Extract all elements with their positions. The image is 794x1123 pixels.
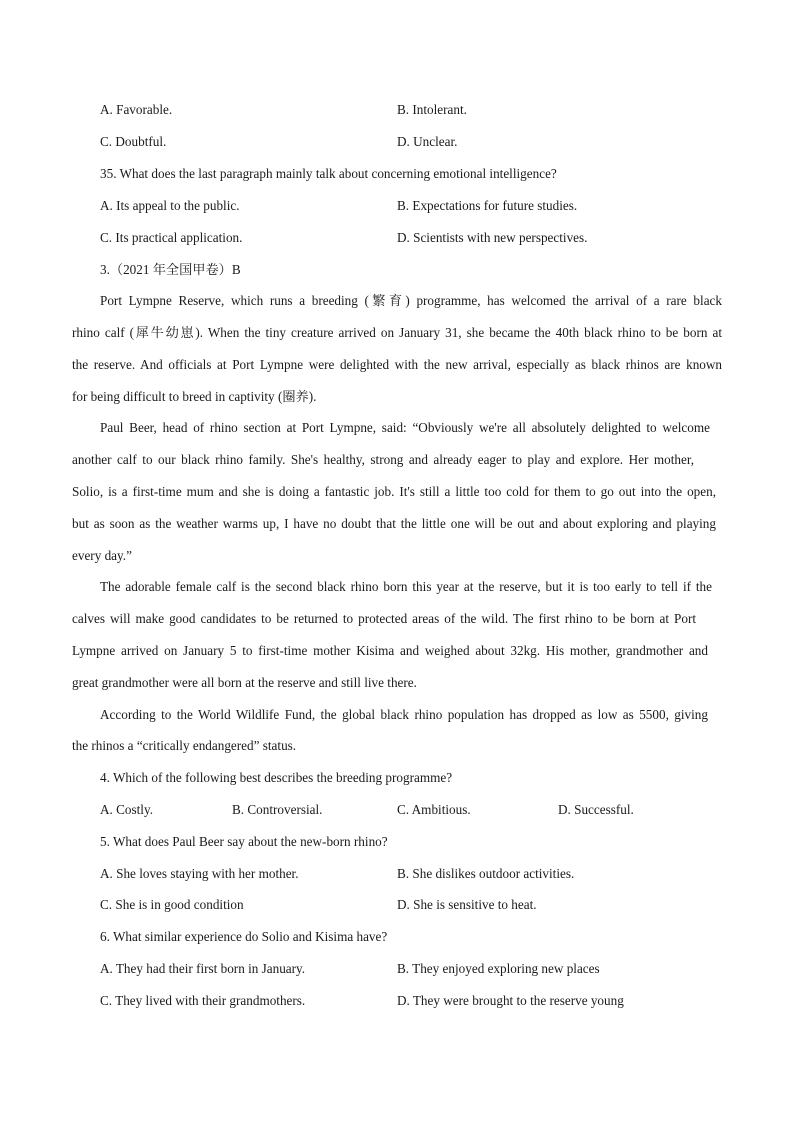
q5-option-b: B. She dislikes outdoor activities. bbox=[397, 866, 575, 881]
passage-line: for being difficult to breed in captivity (圈养). bbox=[72, 389, 317, 404]
q34-option-b: B. Intolerant. bbox=[397, 102, 467, 117]
q4-option-c: C. Ambitious. bbox=[397, 802, 471, 817]
passage-line: the rhinos a “critically endangered” status. bbox=[72, 738, 297, 753]
passage-line: another calf to our black rhino family. She's healthy, strong and already eager to play and explore. Her mother, bbox=[72, 452, 694, 467]
q5-option-c: C. She is in good condition bbox=[100, 897, 244, 912]
q6-option-a: A. They had their first born in January. bbox=[100, 961, 306, 976]
passage-line: but as soon as the weather warms up, I have no doubt that the little one will be out and about exploring and playing bbox=[72, 516, 716, 531]
passage-line: every day.” bbox=[72, 548, 132, 563]
q5-option-d: D. She is sensitive to heat. bbox=[397, 897, 537, 912]
q35-option-a: A. Its appeal to the public. bbox=[100, 198, 240, 213]
q34-option-c: C. Doubtful. bbox=[100, 134, 167, 149]
q6-stem: 6. What similar experience do Solio and Kisima have? bbox=[100, 929, 388, 944]
q6-option-d: D. They were brought to the reserve young bbox=[397, 993, 624, 1008]
q4-option-d: D. Successful. bbox=[558, 802, 634, 817]
q35-option-c: C. Its practical application. bbox=[100, 230, 243, 245]
q35-option-d: D. Scientists with new perspectives. bbox=[397, 230, 588, 245]
q6-option-c: C. They lived with their grandmothers. bbox=[100, 993, 306, 1008]
q35-option-b: B. Expectations for future studies. bbox=[397, 198, 578, 213]
passage-line: Port Lympne Reserve, which runs a breeding (繁育) programme, has welcomed the arrival of a rare black bbox=[100, 293, 722, 308]
q4-option-b: B. Controversial. bbox=[232, 802, 323, 817]
section-heading: 3.（2021 年全国甲卷）B bbox=[100, 262, 241, 277]
passage-line: Paul Beer, head of rhino section at Port Lympne, said: “Obviously we're all absolutely delighted to welcome bbox=[100, 420, 710, 435]
q5-stem: 5. What does Paul Beer say about the new-born rhino? bbox=[100, 834, 388, 849]
passage-line: The adorable female calf is the second black rhino born this year at the reserve, but it is too early to tell if the bbox=[100, 579, 712, 594]
q4-option-a: A. Costly. bbox=[100, 802, 154, 817]
passage-line: Lympne arrived on January 5 to first-time mother Kisima and weighed about 32kg. His mother, grandmother and bbox=[72, 643, 708, 658]
q4-stem: 4. Which of the following best describes the breeding programme? bbox=[100, 770, 453, 785]
q35-stem: 35. What does the last paragraph mainly talk about concerning emotional intelligence? bbox=[100, 166, 557, 181]
passage-line: According to the World Wildlife Fund, the global black rhino population has dropped as low as 5500, giving bbox=[100, 707, 708, 722]
passage-line: great grandmother were all born at the reserve and still live there. bbox=[72, 675, 417, 690]
passage-line: the reserve. And officials at Port Lympne were delighted with the new arrival, especially as black rhinos are known bbox=[72, 357, 722, 372]
q34-option-d: D. Unclear. bbox=[397, 134, 458, 149]
passage-line: rhino calf (犀牛幼崽). When the tiny creature arrived on January 31, she became the 40th black rhino to be born at bbox=[72, 325, 722, 340]
q34-option-a: A. Favorable. bbox=[100, 102, 173, 117]
passage-line: calves will make good candidates to be returned to protected areas of the wild. The first rhino to be born at Port bbox=[72, 611, 696, 626]
q6-option-b: B. They enjoyed exploring new places bbox=[397, 961, 600, 976]
passage-line: Solio, is a first-time mum and she is doing a fantastic job. It's still a little too cold for them to go out into the open, bbox=[72, 484, 716, 499]
q5-option-a: A. She loves staying with her mother. bbox=[100, 866, 299, 881]
